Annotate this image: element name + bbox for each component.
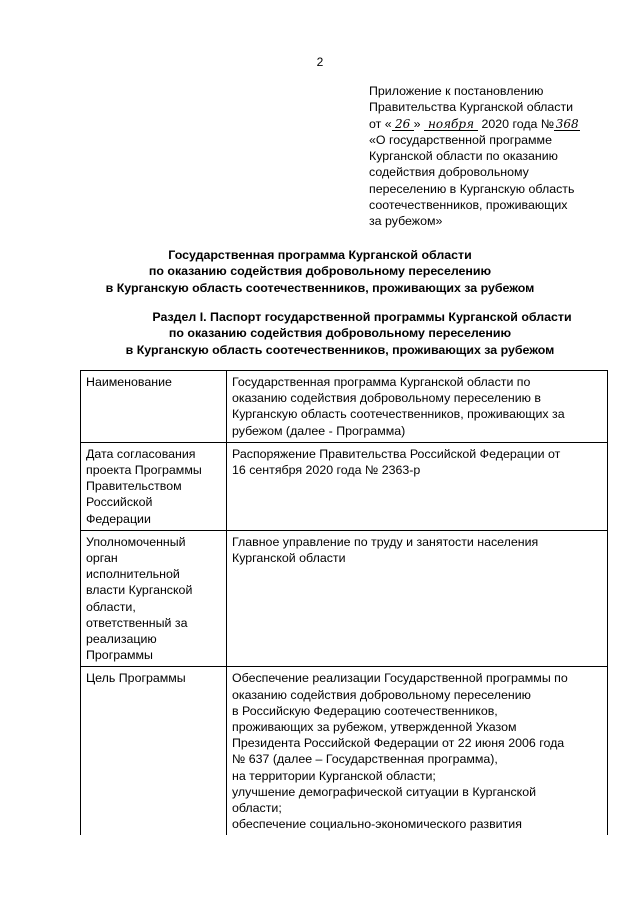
- table-row: [81, 442, 608, 530]
- row-label-line: исполнительной: [86, 567, 180, 582]
- row-value-line: улучшение демографической ситуации в Курганской: [232, 784, 537, 799]
- handwritten-number: 368: [555, 116, 579, 131]
- table-row: [81, 371, 608, 443]
- title-line: по оказанию содействия добровольному переселению: [148, 264, 492, 279]
- row-label-line: Правительством: [86, 479, 182, 494]
- row-label-line: проекта Программы: [86, 463, 202, 478]
- section-heading: [60, 309, 620, 358]
- approval-date-line: [369, 116, 619, 132]
- row-value-line: Государственная программа Курганской области по: [232, 375, 531, 389]
- row-label-cell: [81, 667, 227, 836]
- approval-line: «О государственной программе: [369, 132, 552, 147]
- row-value-cell: [227, 371, 608, 443]
- approval-line: Приложение к постановлению: [369, 84, 544, 98]
- approval-line: Правительства Курганской области: [369, 100, 574, 115]
- row-label-line: области,: [86, 599, 136, 614]
- row-value-line: Президента Российской Федерации от 22 июня 2006 года: [232, 736, 565, 751]
- row-value-line: в Российскую Федерацию соотечественников,: [232, 703, 498, 718]
- row-label-line: Федерации: [86, 511, 151, 526]
- title-line: Государственная программа Курганской области: [168, 248, 472, 262]
- document-title: [0, 247, 640, 296]
- date-day-close: »: [413, 116, 421, 131]
- row-value-line: № 637 (далее – Государственная программа),: [232, 752, 498, 767]
- approval-line: соотечественников, проживающих: [369, 198, 568, 213]
- row-label-cell: [81, 371, 227, 443]
- date-year: 2020 года №: [481, 116, 555, 131]
- row-label-line: Уполномоченный: [86, 534, 186, 549]
- row-label-line: Наименование: [86, 375, 172, 389]
- row-label-cell: [81, 530, 227, 667]
- table-row: [81, 530, 608, 667]
- handwritten-month: ноября: [424, 118, 478, 131]
- section-line: Раздел I. Паспорт государственной программы Курганской области: [152, 310, 572, 324]
- row-value-line: на территории Курганской области;: [232, 768, 436, 783]
- approval-block: [369, 83, 619, 230]
- title-line: в Курганскую область соотечественников, проживающих за рубежом: [105, 280, 535, 295]
- page-number: 2: [316, 55, 324, 69]
- row-value-line: оказанию содействия добровольному переселению: [232, 687, 531, 702]
- row-value-line: Курганской области: [232, 551, 346, 566]
- date-prefix: от «: [369, 116, 392, 131]
- approval-line: за рубежом»: [369, 214, 443, 229]
- row-value-line: 16 сентября 2020 года № 2363-р: [232, 463, 421, 478]
- row-value-line: Распоряжение Правительства Российской Федерации от: [232, 446, 561, 461]
- approval-line: переселению в Курганскую область: [369, 181, 575, 196]
- row-value-line: Обеспечение реализации Государственной программы по: [232, 671, 568, 686]
- handwritten-day: 26: [392, 118, 414, 131]
- row-value-line: рубежом (далее - Программа): [232, 423, 406, 438]
- section-line: в Курганскую область соотечественников, проживающих за рубежом: [125, 342, 555, 357]
- row-label-line: реализацию: [86, 632, 157, 647]
- row-value-line: проживающих за рубежом, утвержденной Указом: [232, 720, 517, 735]
- row-value-line: Главное управление по труду и занятости населения: [232, 534, 539, 549]
- row-label-line: власти Курганской: [86, 583, 193, 598]
- approval-line: содействия добровольному: [369, 165, 529, 180]
- row-label-line: Цель Программы: [86, 671, 186, 686]
- table-row: [81, 667, 608, 836]
- row-label-line: ответственный за: [86, 615, 188, 630]
- row-label-line: Дата согласования: [86, 446, 196, 461]
- section-line: по оказанию содействия добровольному переселению: [168, 326, 512, 341]
- row-value-cell: [227, 530, 608, 667]
- row-value-line: обеспечение социально-экономического развития: [232, 817, 522, 832]
- row-value-line: Курганскую область соотечественников, проживающих за: [232, 407, 565, 422]
- row-value-line: оказанию содействия добровольному переселению в: [232, 391, 541, 406]
- approval-line: Курганской области по оказанию: [369, 149, 558, 164]
- row-value-cell: [227, 667, 608, 836]
- row-label-line: Российской: [86, 495, 153, 510]
- passport-table: [80, 370, 608, 835]
- row-label-line: орган: [86, 551, 118, 566]
- row-value-line: области;: [232, 801, 282, 816]
- row-value-cell: [227, 442, 608, 530]
- row-label-line: Программы: [86, 648, 153, 663]
- row-label-cell: [81, 442, 227, 530]
